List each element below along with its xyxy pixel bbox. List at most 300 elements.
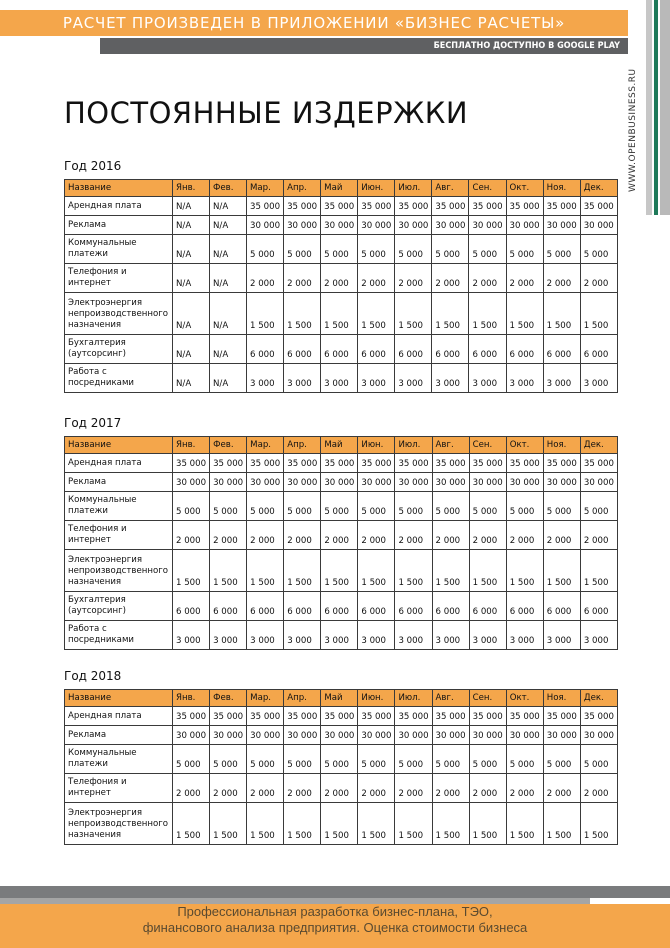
- value-cell: 1 500: [432, 550, 469, 592]
- value-cell: 30 000: [506, 216, 543, 235]
- value-cell: 1 500: [543, 803, 580, 845]
- value-cell: 30 000: [469, 726, 506, 745]
- table-row: [65, 235, 618, 264]
- value-cell: 30 000: [395, 216, 432, 235]
- value-cell: 3 000: [210, 621, 247, 650]
- table-row: [65, 745, 618, 774]
- value-cell: 35 000: [543, 197, 580, 216]
- table-row: [65, 264, 618, 293]
- value-cell: 5 000: [580, 492, 617, 521]
- table-row: [65, 335, 618, 364]
- column-header-month: Окт.: [506, 437, 543, 454]
- table-row: [65, 473, 618, 492]
- table-row: [65, 492, 618, 521]
- value-cell: 30 000: [432, 726, 469, 745]
- value-cell: 5 000: [247, 745, 284, 774]
- value-cell: 35 000: [358, 707, 395, 726]
- value-cell: 2 000: [432, 774, 469, 803]
- value-cell: 2 000: [395, 264, 432, 293]
- value-cell: N/A: [173, 197, 210, 216]
- value-cell: 35 000: [321, 707, 358, 726]
- value-cell: 30 000: [321, 473, 358, 492]
- column-header-month: Окт.: [506, 180, 543, 197]
- column-header-month: Фев.: [210, 690, 247, 707]
- value-cell: 2 000: [247, 774, 284, 803]
- row-name-cell: Телефония и интернет: [65, 521, 173, 550]
- value-cell: 35 000: [321, 197, 358, 216]
- google-play-banner[interactable]: [100, 38, 628, 54]
- value-cell: 5 000: [284, 235, 321, 264]
- value-cell: 5 000: [469, 235, 506, 264]
- value-cell: 1 500: [395, 803, 432, 845]
- column-header-month: Дек.: [580, 180, 617, 197]
- value-cell: 2 000: [543, 774, 580, 803]
- value-cell: 30 000: [247, 726, 284, 745]
- cost-table: [64, 436, 618, 650]
- value-cell: 35 000: [173, 707, 210, 726]
- value-cell: 5 000: [284, 492, 321, 521]
- table-row: [65, 621, 618, 650]
- value-cell: 5 000: [247, 492, 284, 521]
- row-name-cell: Арендная плата: [65, 454, 173, 473]
- value-cell: 1 500: [173, 550, 210, 592]
- value-cell: 5 000: [432, 235, 469, 264]
- value-cell: 5 000: [173, 492, 210, 521]
- value-cell: 3 000: [321, 364, 358, 393]
- value-cell: 1 500: [580, 293, 617, 335]
- row-name-cell: Телефония и интернет: [65, 264, 173, 293]
- value-cell: 3 000: [321, 621, 358, 650]
- value-cell: 30 000: [543, 473, 580, 492]
- table-header-row: [65, 180, 618, 197]
- value-cell: 1 500: [506, 803, 543, 845]
- value-cell: 1 500: [284, 550, 321, 592]
- value-cell: 6 000: [469, 335, 506, 364]
- value-cell: 1 500: [469, 550, 506, 592]
- value-cell: 5 000: [506, 745, 543, 774]
- value-cell: 6 000: [321, 592, 358, 621]
- value-cell: 35 000: [284, 707, 321, 726]
- row-name-cell: Коммунальные платежи: [65, 492, 173, 521]
- column-header-month: Мар.: [247, 437, 284, 454]
- value-cell: N/A: [173, 293, 210, 335]
- value-cell: 6 000: [432, 335, 469, 364]
- value-cell: 30 000: [358, 473, 395, 492]
- value-cell: 2 000: [506, 264, 543, 293]
- value-cell: 3 000: [247, 364, 284, 393]
- value-cell: 2 000: [543, 264, 580, 293]
- value-cell: 30 000: [173, 473, 210, 492]
- value-cell: N/A: [210, 293, 247, 335]
- value-cell: 2 000: [284, 521, 321, 550]
- value-cell: 1 500: [358, 803, 395, 845]
- value-cell: 6 000: [247, 335, 284, 364]
- value-cell: 5 000: [543, 745, 580, 774]
- column-header-month: Июн.: [358, 180, 395, 197]
- value-cell: 30 000: [469, 216, 506, 235]
- row-name-cell: Коммунальные платежи: [65, 745, 173, 774]
- value-cell: 35 000: [469, 454, 506, 473]
- value-cell: 1 500: [506, 293, 543, 335]
- value-cell: N/A: [210, 364, 247, 393]
- value-cell: 35 000: [432, 707, 469, 726]
- value-cell: 5 000: [432, 492, 469, 521]
- value-cell: 35 000: [210, 707, 247, 726]
- value-cell: 30 000: [173, 726, 210, 745]
- value-cell: 2 000: [395, 774, 432, 803]
- value-cell: 1 500: [247, 803, 284, 845]
- value-cell: 30 000: [469, 473, 506, 492]
- table-row: [65, 726, 618, 745]
- column-header-month: Авг.: [432, 690, 469, 707]
- value-cell: 5 000: [506, 492, 543, 521]
- value-cell: 3 000: [395, 364, 432, 393]
- value-cell: 30 000: [284, 216, 321, 235]
- table-row: [65, 592, 618, 621]
- value-cell: N/A: [173, 364, 210, 393]
- row-name-cell: Арендная плата: [65, 707, 173, 726]
- value-cell: 35 000: [247, 197, 284, 216]
- value-cell: 35 000: [543, 707, 580, 726]
- value-cell: 5 000: [321, 235, 358, 264]
- value-cell: 3 000: [173, 621, 210, 650]
- value-cell: 2 000: [321, 521, 358, 550]
- footer-line-2: финансового анализа предприятия. Оценка стоимости бизнеса: [142, 920, 528, 935]
- value-cell: 3 000: [432, 621, 469, 650]
- row-name-cell: Реклама: [65, 216, 173, 235]
- column-header-month: Июл.: [395, 690, 432, 707]
- column-header-month: Дек.: [580, 690, 617, 707]
- value-cell: 35 000: [506, 197, 543, 216]
- value-cell: 1 500: [173, 803, 210, 845]
- value-cell: 6 000: [321, 335, 358, 364]
- value-cell: 35 000: [247, 707, 284, 726]
- table-row: [65, 216, 618, 235]
- value-cell: N/A: [210, 197, 247, 216]
- value-cell: 6 000: [247, 592, 284, 621]
- row-name-cell: Работа с посредниками: [65, 621, 173, 650]
- table-row: [65, 364, 618, 393]
- page-title: ПОСТОЯННЫЕ ИЗДЕРЖКИ: [64, 96, 469, 130]
- value-cell: 5 000: [506, 235, 543, 264]
- banner-text: РАСЧЕТ ПРОИЗВЕДЕН В ПРИЛОЖЕНИИ «БИЗНЕС РАСЧЕТЫ»: [62, 14, 566, 32]
- value-cell: 1 500: [321, 803, 358, 845]
- value-cell: 3 000: [506, 364, 543, 393]
- value-cell: 5 000: [247, 235, 284, 264]
- row-name-cell: Электроэнергия непроизводственного назначения: [65, 550, 173, 592]
- value-cell: 35 000: [506, 454, 543, 473]
- value-cell: 2 000: [284, 264, 321, 293]
- value-cell: 35 000: [469, 197, 506, 216]
- value-cell: 6 000: [580, 592, 617, 621]
- value-cell: 6 000: [580, 335, 617, 364]
- value-cell: 1 500: [580, 803, 617, 845]
- app-banner: [0, 10, 628, 36]
- value-cell: 35 000: [210, 454, 247, 473]
- value-cell: 2 000: [395, 521, 432, 550]
- value-cell: 2 000: [432, 264, 469, 293]
- column-header-month: Янв.: [173, 690, 210, 707]
- year-label: Год 2016: [64, 159, 122, 173]
- value-cell: 35 000: [432, 197, 469, 216]
- value-cell: 2 000: [358, 774, 395, 803]
- value-cell: 5 000: [358, 235, 395, 264]
- table-row: [65, 454, 618, 473]
- value-cell: 30 000: [580, 216, 617, 235]
- value-cell: 35 000: [580, 454, 617, 473]
- column-header-month: Июл.: [395, 437, 432, 454]
- column-header-month: Июн.: [358, 690, 395, 707]
- value-cell: 30 000: [247, 473, 284, 492]
- column-header-name: Название: [65, 437, 173, 454]
- value-cell: 1 500: [432, 293, 469, 335]
- cost-table: [64, 689, 618, 845]
- value-cell: 5 000: [284, 745, 321, 774]
- value-cell: 1 500: [432, 803, 469, 845]
- value-cell: 1 500: [284, 293, 321, 335]
- column-header-month: Сен.: [469, 437, 506, 454]
- value-cell: 35 000: [580, 197, 617, 216]
- footer-divider: [0, 886, 670, 898]
- value-cell: 30 000: [506, 473, 543, 492]
- value-cell: 6 000: [432, 592, 469, 621]
- table-row: [65, 774, 618, 803]
- value-cell: 1 500: [506, 550, 543, 592]
- value-cell: 2 000: [358, 521, 395, 550]
- value-cell: 30 000: [506, 726, 543, 745]
- value-cell: 30 000: [543, 216, 580, 235]
- table-row: [65, 550, 618, 592]
- value-cell: 30 000: [432, 216, 469, 235]
- value-cell: 6 000: [506, 335, 543, 364]
- value-cell: 6 000: [543, 335, 580, 364]
- value-cell: 30 000: [543, 726, 580, 745]
- value-cell: 1 500: [247, 550, 284, 592]
- subbanner-text: БЕСПЛАТНО ДОСТУПНО В GOOGLE PLAY: [433, 41, 620, 51]
- value-cell: 2 000: [432, 521, 469, 550]
- value-cell: 5 000: [210, 492, 247, 521]
- value-cell: 1 500: [321, 293, 358, 335]
- column-header-month: Дек.: [580, 437, 617, 454]
- value-cell: 2 000: [321, 264, 358, 293]
- value-cell: 30 000: [580, 726, 617, 745]
- column-header-month: Июл.: [395, 180, 432, 197]
- value-cell: 35 000: [469, 707, 506, 726]
- cost-table: [64, 179, 618, 393]
- value-cell: 5 000: [173, 745, 210, 774]
- column-header-month: Окт.: [506, 690, 543, 707]
- value-cell: 1 500: [543, 550, 580, 592]
- value-cell: 2 000: [506, 521, 543, 550]
- value-cell: 3 000: [247, 621, 284, 650]
- column-header-name: Название: [65, 180, 173, 197]
- column-header-month: Фев.: [210, 180, 247, 197]
- value-cell: 3 000: [358, 621, 395, 650]
- value-cell: 35 000: [247, 454, 284, 473]
- value-cell: 1 500: [247, 293, 284, 335]
- value-cell: 1 500: [580, 550, 617, 592]
- value-cell: 3 000: [543, 621, 580, 650]
- value-cell: 3 000: [469, 364, 506, 393]
- value-cell: 2 000: [173, 774, 210, 803]
- column-header-name: Название: [65, 690, 173, 707]
- value-cell: 3 000: [395, 621, 432, 650]
- footer-text: [0, 904, 670, 936]
- table-header-row: [65, 690, 618, 707]
- value-cell: 6 000: [395, 335, 432, 364]
- value-cell: 5 000: [358, 745, 395, 774]
- value-cell: N/A: [173, 335, 210, 364]
- value-cell: 35 000: [395, 454, 432, 473]
- value-cell: 3 000: [506, 621, 543, 650]
- column-header-month: Мар.: [247, 180, 284, 197]
- value-cell: 35 000: [506, 707, 543, 726]
- value-cell: 1 500: [543, 293, 580, 335]
- year-label: Год 2017: [64, 416, 122, 430]
- value-cell: 6 000: [358, 592, 395, 621]
- value-cell: 35 000: [358, 454, 395, 473]
- value-cell: 2 000: [469, 774, 506, 803]
- column-header-month: Янв.: [173, 437, 210, 454]
- value-cell: N/A: [210, 216, 247, 235]
- value-cell: 2 000: [173, 521, 210, 550]
- value-cell: 35 000: [358, 197, 395, 216]
- value-cell: N/A: [210, 264, 247, 293]
- value-cell: N/A: [210, 335, 247, 364]
- value-cell: 35 000: [284, 197, 321, 216]
- value-cell: 5 000: [321, 745, 358, 774]
- value-cell: 30 000: [580, 473, 617, 492]
- value-cell: 35 000: [173, 454, 210, 473]
- value-cell: 1 500: [210, 550, 247, 592]
- row-name-cell: Арендная плата: [65, 197, 173, 216]
- value-cell: 5 000: [432, 745, 469, 774]
- value-cell: 30 000: [432, 473, 469, 492]
- value-cell: 35 000: [395, 197, 432, 216]
- year-label: Год 2018: [64, 669, 122, 683]
- value-cell: 6 000: [210, 592, 247, 621]
- value-cell: 30 000: [247, 216, 284, 235]
- column-header-month: Сен.: [469, 690, 506, 707]
- value-cell: 2 000: [580, 264, 617, 293]
- column-header-month: Апр.: [284, 437, 321, 454]
- row-name-cell: Работа с посредниками: [65, 364, 173, 393]
- value-cell: 5 000: [580, 235, 617, 264]
- value-cell: 30 000: [284, 726, 321, 745]
- value-cell: N/A: [173, 216, 210, 235]
- value-cell: 2 000: [321, 774, 358, 803]
- value-cell: 6 000: [506, 592, 543, 621]
- column-header-month: Авг.: [432, 437, 469, 454]
- value-cell: 1 500: [395, 550, 432, 592]
- value-cell: 3 000: [284, 621, 321, 650]
- value-cell: 2 000: [247, 264, 284, 293]
- value-cell: 2 000: [284, 774, 321, 803]
- value-cell: 5 000: [543, 492, 580, 521]
- site-url[interactable]: WWW.OPENBUSINESS.RU: [628, 68, 638, 192]
- value-cell: 35 000: [432, 454, 469, 473]
- value-cell: 3 000: [284, 364, 321, 393]
- value-cell: 30 000: [321, 726, 358, 745]
- value-cell: 35 000: [284, 454, 321, 473]
- column-header-month: Мар.: [247, 690, 284, 707]
- column-header-month: Май: [321, 437, 358, 454]
- value-cell: 5 000: [210, 745, 247, 774]
- value-cell: 5 000: [543, 235, 580, 264]
- value-cell: 3 000: [580, 364, 617, 393]
- value-cell: 30 000: [358, 216, 395, 235]
- row-name-cell: Коммунальные платежи: [65, 235, 173, 264]
- value-cell: 2 000: [358, 264, 395, 293]
- column-header-month: Ноя.: [543, 180, 580, 197]
- column-header-month: Май: [321, 690, 358, 707]
- value-cell: N/A: [173, 264, 210, 293]
- column-header-month: Фев.: [210, 437, 247, 454]
- value-cell: 1 500: [469, 803, 506, 845]
- column-header-month: Сен.: [469, 180, 506, 197]
- column-header-month: Июн.: [358, 437, 395, 454]
- value-cell: 5 000: [395, 492, 432, 521]
- value-cell: 6 000: [284, 335, 321, 364]
- value-cell: 6 000: [395, 592, 432, 621]
- column-header-month: Май: [321, 180, 358, 197]
- value-cell: 1 500: [358, 293, 395, 335]
- row-name-cell: Телефония и интернет: [65, 774, 173, 803]
- value-cell: 2 000: [469, 264, 506, 293]
- value-cell: 2 000: [580, 774, 617, 803]
- table-row: [65, 197, 618, 216]
- value-cell: 6 000: [358, 335, 395, 364]
- table-row: [65, 707, 618, 726]
- value-cell: 2 000: [506, 774, 543, 803]
- row-name-cell: Электроэнергия непроизводственного назначения: [65, 803, 173, 845]
- table-row: [65, 803, 618, 845]
- value-cell: 1 500: [284, 803, 321, 845]
- value-cell: 5 000: [321, 492, 358, 521]
- value-cell: 6 000: [469, 592, 506, 621]
- value-cell: 30 000: [395, 726, 432, 745]
- value-cell: 1 500: [469, 293, 506, 335]
- value-cell: 2 000: [210, 774, 247, 803]
- value-cell: 6 000: [543, 592, 580, 621]
- value-cell: 35 000: [321, 454, 358, 473]
- value-cell: 3 000: [358, 364, 395, 393]
- row-name-cell: Бухгалтерия (аутсорсинг): [65, 335, 173, 364]
- table-row: [65, 293, 618, 335]
- value-cell: 5 000: [395, 745, 432, 774]
- row-name-cell: Бухгалтерия (аутсорсинг): [65, 592, 173, 621]
- value-cell: 5 000: [580, 745, 617, 774]
- value-cell: N/A: [173, 235, 210, 264]
- value-cell: 2 000: [469, 521, 506, 550]
- column-header-month: Апр.: [284, 180, 321, 197]
- value-cell: 5 000: [469, 492, 506, 521]
- value-cell: 3 000: [432, 364, 469, 393]
- value-cell: 35 000: [395, 707, 432, 726]
- value-cell: 2 000: [580, 521, 617, 550]
- value-cell: 35 000: [580, 707, 617, 726]
- value-cell: 3 000: [543, 364, 580, 393]
- value-cell: 3 000: [580, 621, 617, 650]
- footer-line-1: Профессиональная разработка бизнес-плана, ТЭО,: [177, 904, 493, 919]
- value-cell: 6 000: [173, 592, 210, 621]
- value-cell: 30 000: [210, 473, 247, 492]
- row-name-cell: Реклама: [65, 726, 173, 745]
- value-cell: 35 000: [543, 454, 580, 473]
- value-cell: 1 500: [210, 803, 247, 845]
- value-cell: 1 500: [321, 550, 358, 592]
- row-name-cell: Реклама: [65, 473, 173, 492]
